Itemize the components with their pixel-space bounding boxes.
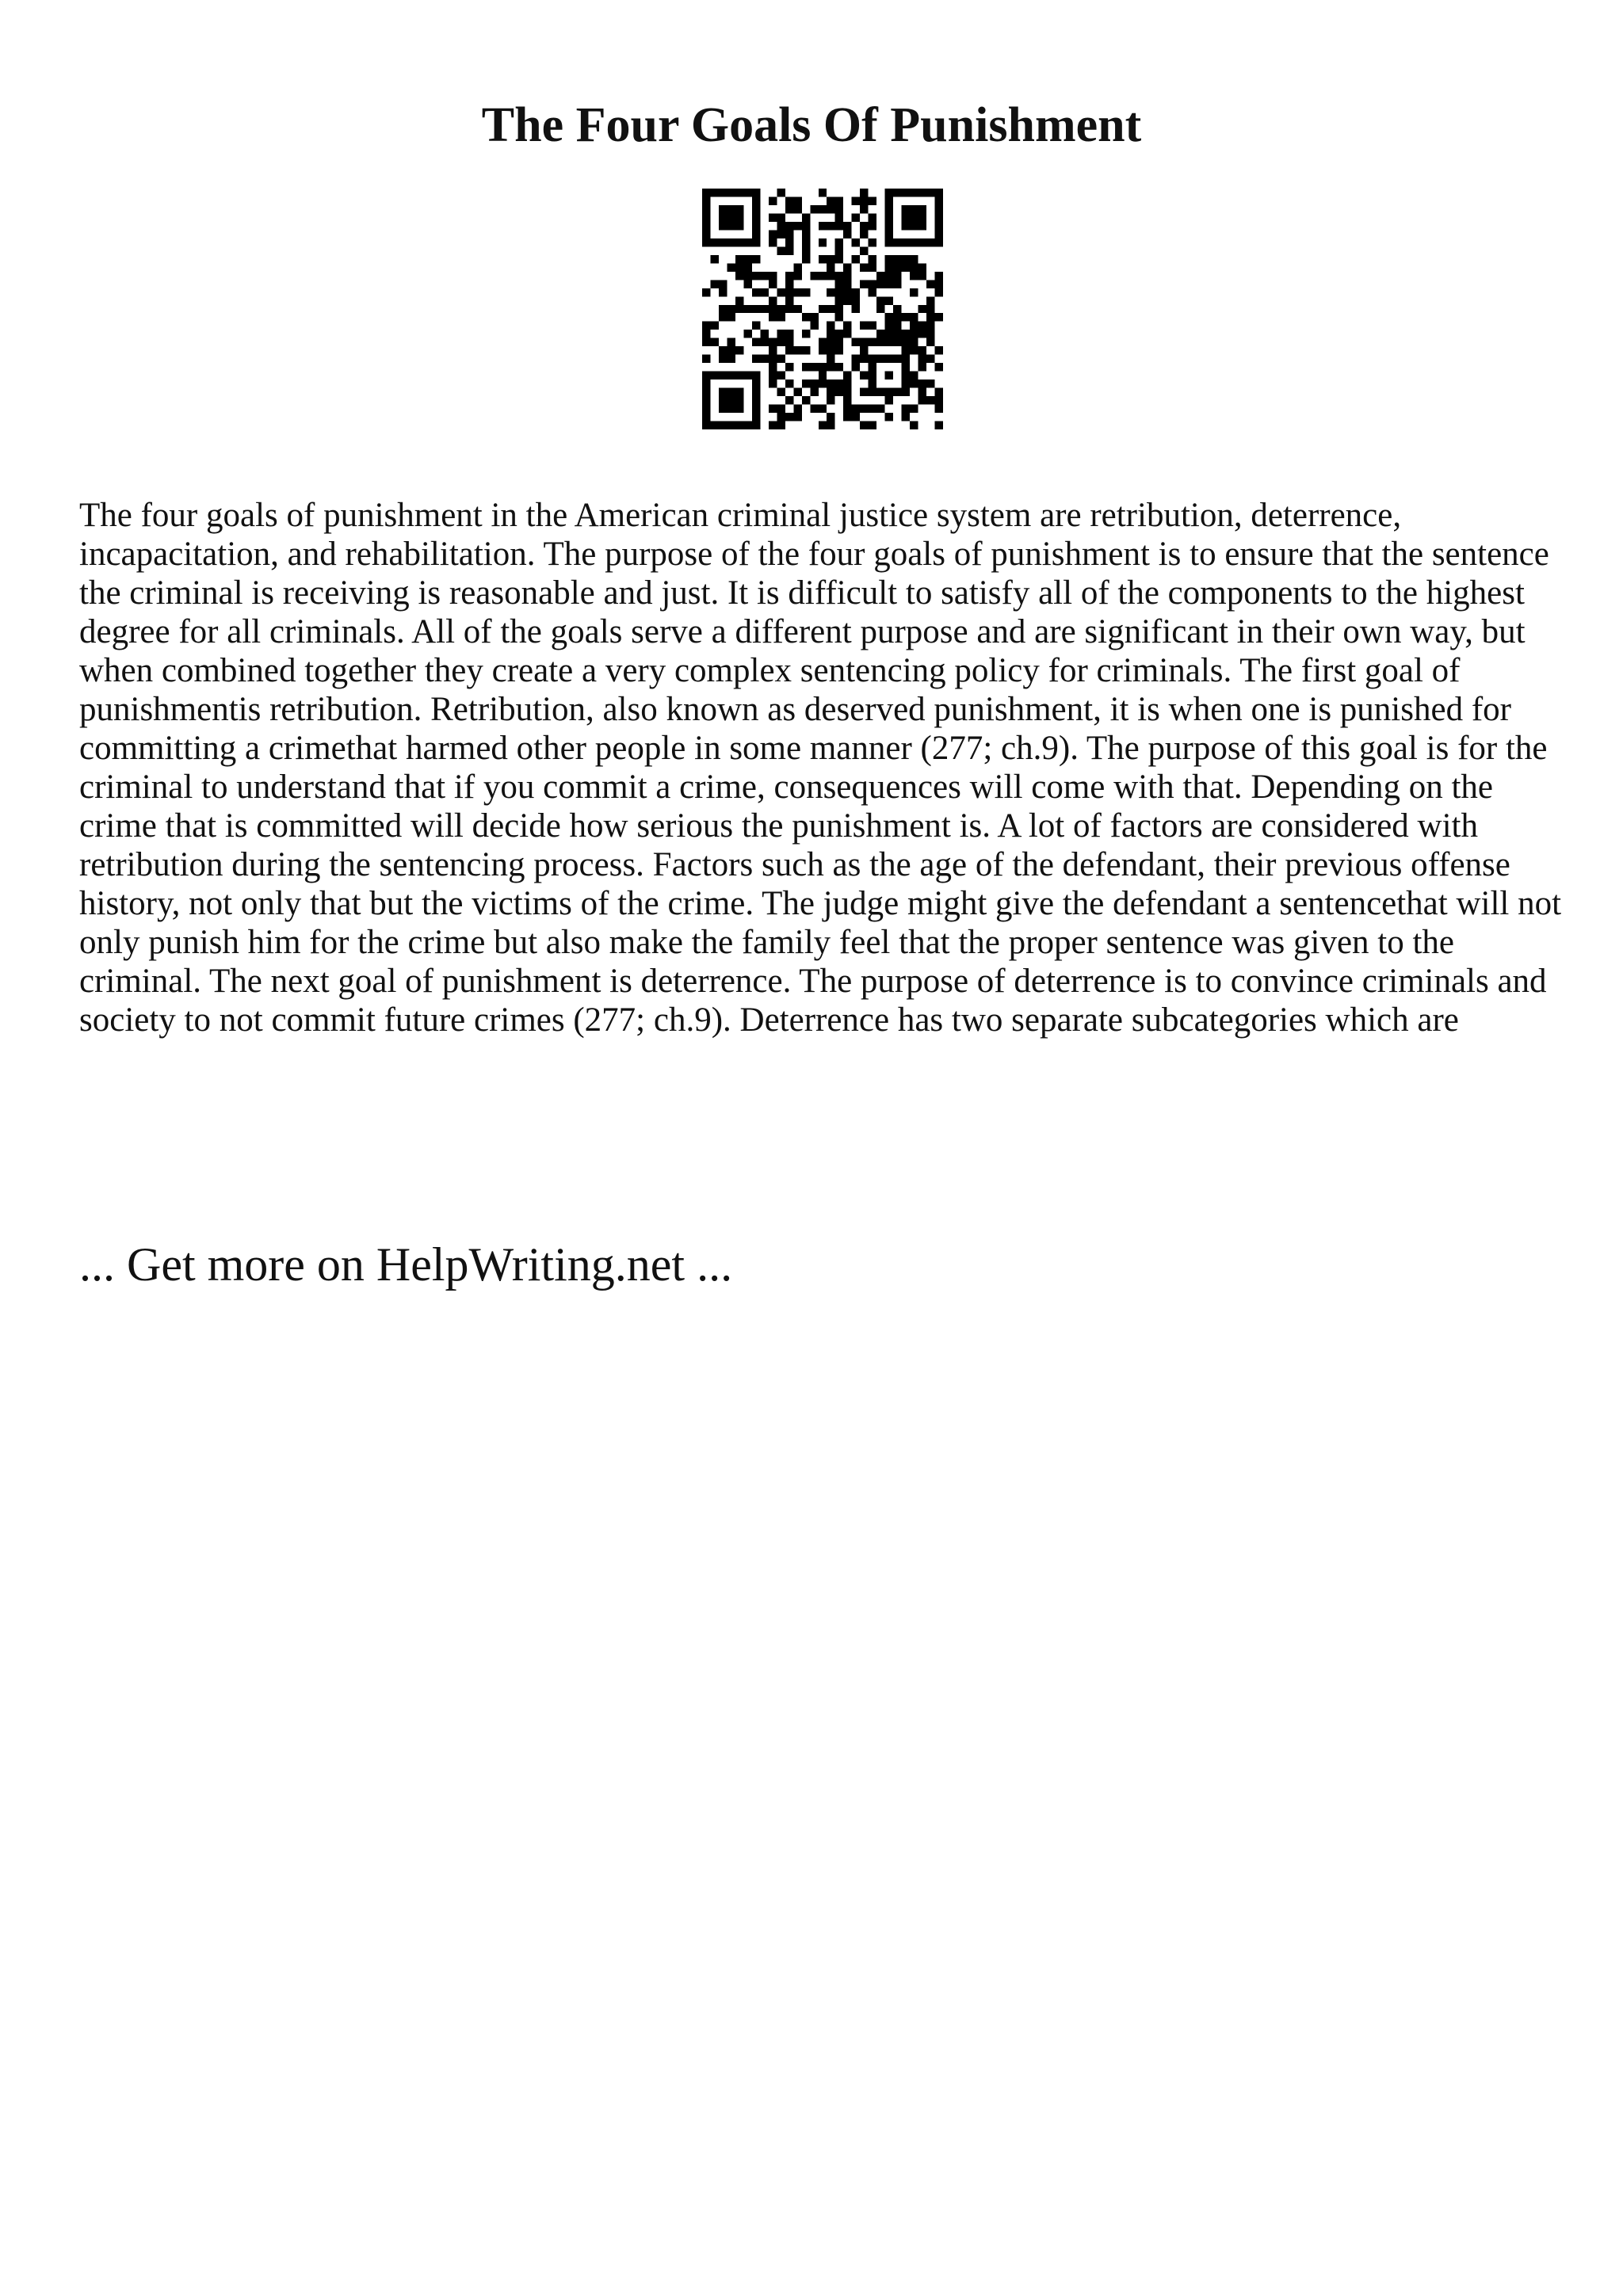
article-body: The four goals of punishment in the American criminal justice system are retribution, deterrence, incapacitation, and rehabilitation. The purpose of the four goals of punishment is to ensure that the sentence the criminal is receiving is reasonable and just. It is difficult to satisfy all of the components to the highest degree for all criminals. All of the goals serve a different purpose and are significant in their own way, but when combined together they create a very complex sentencing policy for criminals. The first goal of punishmentis retribution. Retribution, also known as deserved punishment, it is when one is punished for committing a crimethat harmed other people in some manner (277; ch.9). The purpose of this goal is for the criminal to understand that if you commit a crime, consequences will come with that. Depending on the crime that is committed will decide how serious the punishment is. A lot of factors are considered with retribution during the sentencing process. Factors such as the age of the defendant, their previous offense history, not only that but the victims of the crime. The judge might give the defendant a sentencethat will not only punish him for the crime but also make the family feel that the proper sentence was given to the criminal. The next goal of punishment is deterrence. The purpose of deterrence is to convince criminals and society to not commit future crimes (277; ch.9). Deterrence has two separate subcategories which are	[79, 497, 1562, 1039]
page-title: The Four Goals Of Punishment	[481, 98, 1142, 152]
qr-code-icon[interactable]	[702, 189, 943, 429]
more-link[interactable]: ... Get more on HelpWriting.net ...	[79, 1238, 733, 1291]
